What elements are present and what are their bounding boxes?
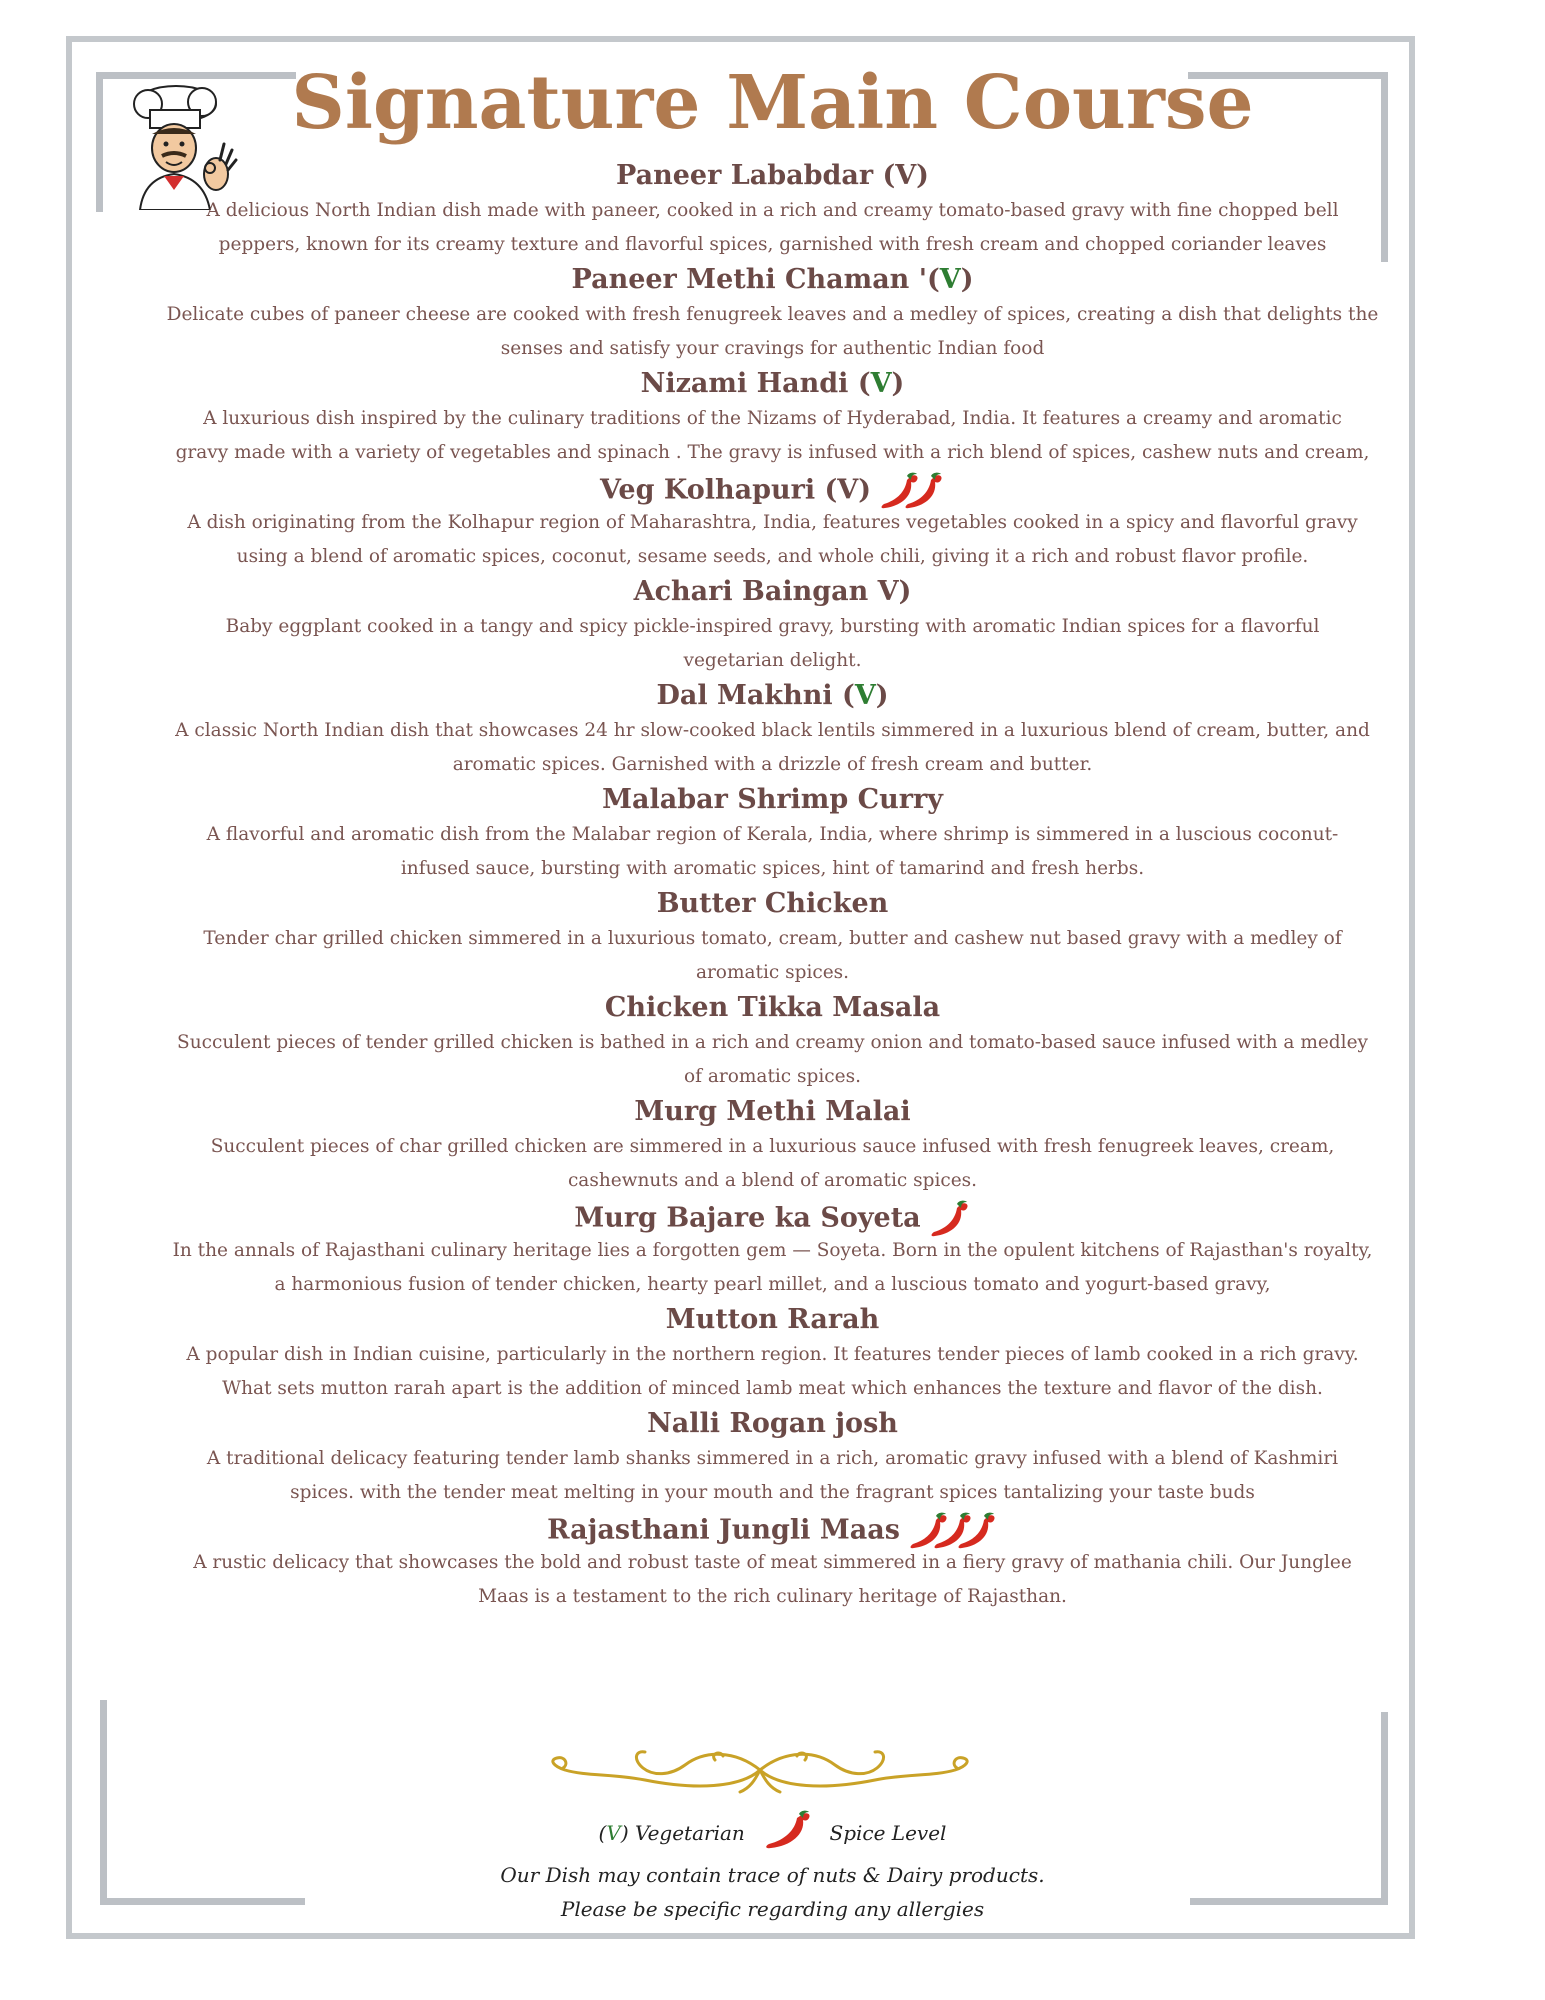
dish-description-line: aromatic spices. Garnished with a drizzle of fresh cream and butter. — [452, 754, 1093, 775]
dish-item — [96, 574, 1449, 678]
dish-name: Paneer Lababdar (V) — [616, 160, 929, 191]
dish-description-line: spices. with the tender meat melting in your mouth and the fragrant spices tantalizing your taste buds — [290, 1482, 1255, 1503]
dish-name: Malabar Shrimp Curry — [602, 784, 943, 815]
dish-list — [96, 158, 1449, 1614]
dish-item — [96, 366, 1449, 470]
dish-description-line: A dish originating from the Kolhapur region of Maharashtra, India, features vegetables cooked in a spicy and flavorful gravy — [187, 512, 1358, 533]
dish-description-line: Succulent pieces of char grilled chicken are simmered in a luxurious sauce infused with fresh fenugreek leaves, cream, — [210, 1136, 1335, 1157]
decorative-flourish — [535, 1740, 985, 1800]
dish-name: Nizami Handi (V) — [640, 368, 905, 399]
vegetarian-mark: V — [939, 264, 961, 295]
dish-item — [96, 262, 1449, 366]
legend-spice-label: Spice Level — [829, 1820, 947, 1845]
dish-item — [96, 1510, 1449, 1614]
vegetarian-mark: V — [854, 680, 876, 711]
dish-description-line: What sets mutton rarah apart is the addition of minced lamb meat which enhances the texture and flavor of the dish. — [222, 1378, 1323, 1399]
dish-description-line: A popular dish in Indian cuisine, particularly in the northern region. It features tender pieces of lamb cooked in a rich gravy. — [186, 1344, 1359, 1365]
dish-name: Nalli Rogan josh — [647, 1408, 898, 1439]
dish-item — [96, 678, 1449, 782]
dish-name: Rajasthani Jungli Maas — [96, 1510, 1449, 1546]
dish-name: Butter Chicken — [656, 888, 889, 919]
dish-description-line: Succulent pieces of tender grilled chicken is bathed in a rich and creamy onion and tomato-based sauce infused with a medley — [177, 1032, 1368, 1053]
dish-item — [96, 1094, 1449, 1198]
dish-description-line: using a blend of aromatic spices, coconut, sesame seeds, and whole chili, giving it a rich and robust flavor profile. — [236, 546, 1309, 567]
dish-item — [96, 782, 1449, 886]
vegetarian-mark: V — [870, 368, 892, 399]
dish-description-line: In the annals of Rajasthani culinary heritage lies a forgotten gem — Soyeta. Born in the opulent kitchens of Rajasthan's royalty, — [172, 1240, 1373, 1261]
dish-description-line: vegetarian delight. — [683, 650, 862, 671]
dish-name: Paneer Methi Chaman '(V) — [571, 264, 974, 295]
dish-description-line: Tender char grilled chicken simmered in a luxurious tomato, cream, butter and cashew nut based gravy with a medley of — [203, 928, 1342, 949]
dish-description-line: peppers, known for its creamy texture and flavorful spices, garnished with fresh cream and chopped coriander leaves — [218, 234, 1327, 255]
dish-item — [96, 158, 1449, 262]
dish-name: Murg Bajare ka Soyeta — [96, 1198, 1449, 1234]
note-line-2: Please be specific regarding any allergies — [560, 1897, 985, 1921]
dish-description-line: Delicate cubes of paneer cheese are cooked with fresh fenugreek leaves and a medley of spices, creating a dish that delights the — [166, 304, 1379, 325]
dish-item — [96, 1302, 1449, 1406]
dish-item — [96, 470, 1449, 574]
chili-icon — [763, 1808, 815, 1857]
dish-description-line: infused sauce, bursting with aromatic spices, hint of tamarind and fresh herbs. — [400, 858, 1145, 879]
dish-description-line: Baby eggplant cooked in a tangy and spicy pickle-inspired gravy, bursting with aromatic Indian spices for a flavorful — [225, 616, 1320, 637]
dish-name: Chicken Tikka Masala — [604, 992, 941, 1023]
legend — [0, 1808, 1545, 1857]
legend-vegetarian: (V) Vegetarian — [598, 1820, 745, 1845]
note-line-1: Our Dish may contain trace of nuts & Dairy products. — [500, 1863, 1045, 1887]
dish-item — [96, 990, 1449, 1094]
dish-item — [96, 1198, 1449, 1302]
dish-description-line: aromatic spices. — [695, 962, 850, 983]
dish-name: Veg Kolhapuri (V) — [96, 470, 1449, 506]
menu-title: Signature Main Course — [291, 60, 1254, 146]
dish-name: Dal Makhni (V) — [656, 680, 889, 711]
dish-description-line: gravy made with a variety of vegetables and spinach . The gravy is infused with a rich blend of spices, cashew nuts and cream, — [175, 442, 1370, 463]
dish-description-line: A classic North Indian dish that showcases 24 hr slow-cooked black lentils simmered in a luxurious blend of cream, butter, and — [175, 720, 1370, 741]
allergy-notes — [0, 1858, 1545, 1926]
dish-description-line: A luxurious dish inspired by the culinary traditions of the Nizams of Hyderabad, India. It features a creamy and aromatic — [203, 408, 1342, 429]
dish-name: Mutton Rarah — [665, 1304, 880, 1335]
dish-description-line: of aromatic spices. — [684, 1066, 861, 1087]
dish-description-line: A delicious North Indian dish made with paneer, cooked in a rich and creamy tomato-based gravy with fine chopped bell — [206, 200, 1339, 221]
dish-description-line: Maas is a testament to the rich culinary heritage of Rajasthan. — [478, 1586, 1067, 1607]
dish-description-line: A flavorful and aromatic dish from the Malabar region of Kerala, India, where shrimp is simmered in a luscious coconut- — [206, 824, 1339, 845]
dish-item — [96, 1406, 1449, 1510]
dish-name: Murg Methi Malai — [634, 1096, 911, 1127]
dish-description-line: cashewnuts and a blend of aromatic spices. — [567, 1170, 978, 1191]
dish-description-line: A traditional delicacy featuring tender lamb shanks simmered in a rich, aromatic gravy infused with a blend of Kashmiri — [206, 1448, 1339, 1469]
dish-description-line: A rustic delicacy that showcases the bold and robust taste of meat simmered in a fiery gravy of mathania chili. Our Junglee — [193, 1552, 1352, 1573]
dish-description-line: senses and satisfy your cravings for authentic Indian food — [500, 338, 1045, 359]
dish-item — [96, 886, 1449, 990]
dish-description-line: a harmonious fusion of tender chicken, hearty pearl millet, and a luscious tomato and yogurt-based gravy, — [274, 1274, 1271, 1295]
dish-name: Achari Baingan V) — [633, 576, 912, 607]
